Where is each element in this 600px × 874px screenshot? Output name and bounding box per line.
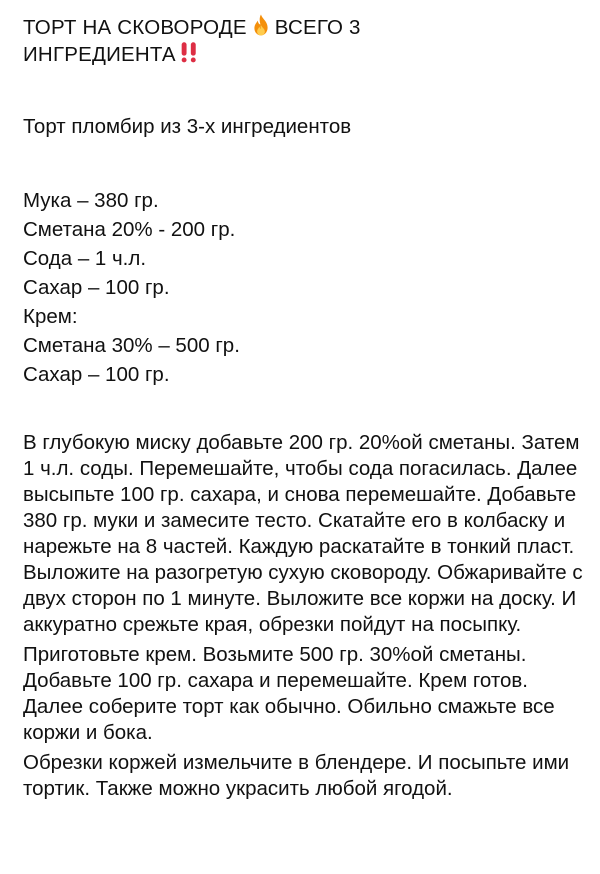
recipe-post xyxy=(23,14,589,802)
double-exclamation-icon xyxy=(178,41,200,63)
ingredient-item: Сахар – 100 гр. xyxy=(23,363,170,386)
cream-paragraph: Приготовьте крем. Возьмите 500 гр. 30%ой сметаны. Добавьте 100 гр. сахара и перемешайте. Крем готов. Далее соберите торт как обычно. Обильно смажьте все коржи и бока. xyxy=(23,643,555,744)
ingredient-item: Сахар – 100 гр. xyxy=(23,276,170,299)
post-subtitle: Торт пломбир из 3-х ингредиентов xyxy=(23,115,352,138)
title-text-line2: ИНГРЕДИЕНТА xyxy=(23,43,176,66)
ingredient-section-label: Крем: xyxy=(23,305,78,328)
ingredient-item: Сметана 20% - 200 гр. xyxy=(23,218,236,241)
topping-paragraph: Обрезки коржей измельчите в блендере. И посыпьте ими тортик. Также можно украсить любой ягодой. xyxy=(23,751,570,800)
ingredient-item: Сметана 30% – 500 гр. xyxy=(23,334,240,357)
ingredients-list xyxy=(23,186,589,389)
title-text-part1: ТОРТ НА СКОВОРОДЕ xyxy=(23,16,247,39)
ingredient-item: Мука – 380 гр. xyxy=(23,189,159,212)
ingredient-item: Сода – 1 ч.л. xyxy=(23,247,147,270)
post-title xyxy=(23,14,589,68)
instructions-paragraph: В глубокую миску добавьте 200 гр. 20%ой сметаны. Затем 1 ч.л. соды. Перемешайте, чтобы сода погасилась. Далее высыпьте 100 гр. сахара, и снова перемешайте. Добавьте 380 гр. муки и замесите тесто. Скатайте его в колбаску и нарежьте на 8 частей. Каждую раскатайте в тонкий пласт. Выложите на разогретую сухую сковороду. Обжаривайте с двух сторон по 1 минуте. Выложите все коржи на доску. И аккуратно срежьте края, обрезки пойдут на посыпку. xyxy=(23,431,583,636)
title-text-part2: ВСЕГО 3 xyxy=(274,16,361,39)
fire-icon xyxy=(251,14,271,36)
